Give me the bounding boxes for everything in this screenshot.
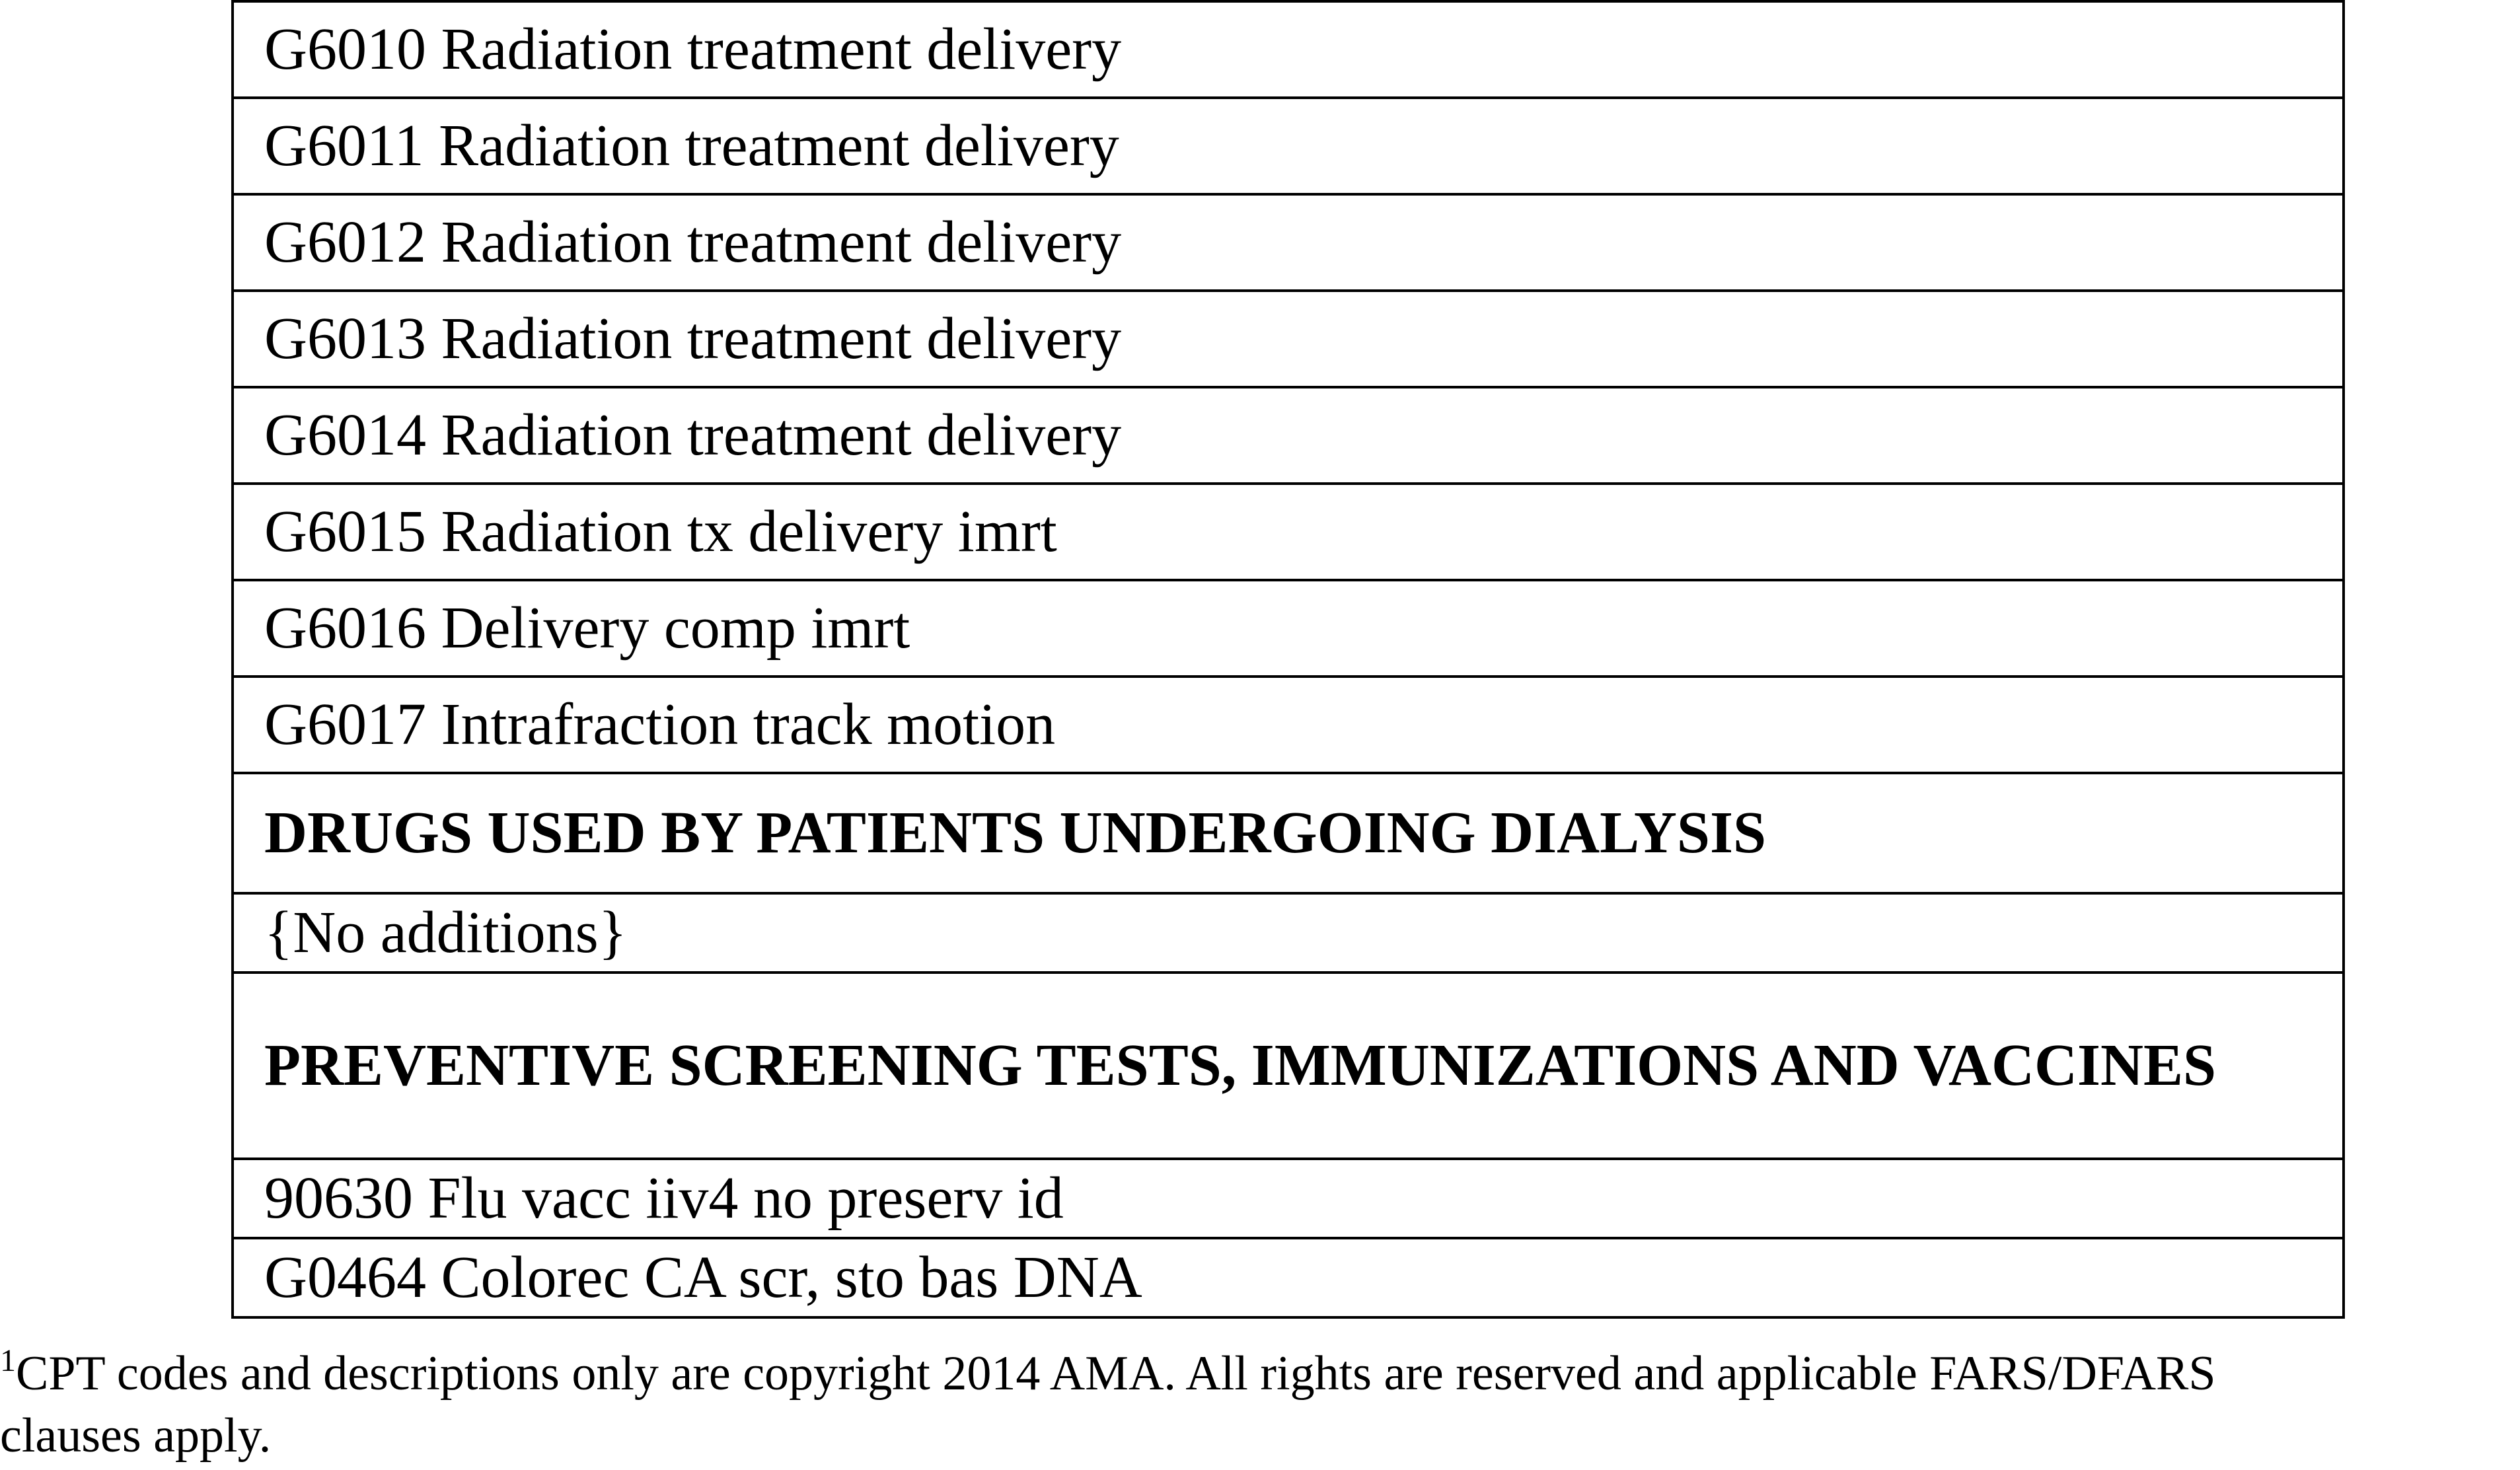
section-heading-row [233,973,2344,1159]
footnote-line-2: clauses apply. [0,1409,272,1463]
code-cell: G0464 Colorec CA scr, sto bas DNA [233,1238,2344,1317]
code-cell: G6010 Radiation treatment delivery [233,1,2344,98]
code-cell: G6011 Radiation treatment delivery [233,98,2344,194]
hcpcs-code-table [231,0,2345,1319]
table-row [233,387,2344,484]
footnote-text-1: CPT codes and descriptions only are copyright 2014 AMA. All rights are reserved and applicable FARS/DFARS [16,1346,2216,1401]
table-row [233,893,2344,973]
code-cell: G6017 Intrafraction track motion [233,677,2344,773]
table-row [233,98,2344,194]
code-cell: G6015 Radiation tx delivery imrt [233,484,2344,580]
table-row [233,1159,2344,1238]
section-heading-row [233,773,2344,893]
section-heading-dialysis: DRUGS USED BY PATIENTS UNDERGOING DIALYSIS [233,773,2344,893]
table-row [233,580,2344,677]
table-row [233,194,2344,291]
table-row [233,1,2344,98]
table-row [233,677,2344,773]
code-cell: G6012 Radiation treatment delivery [233,194,2344,291]
footnote-line-1 [0,1342,2520,1405]
no-additions-note: {No additions} [233,893,2344,973]
table-row [233,291,2344,387]
table-row [233,1238,2344,1317]
code-cell: G6016 Delivery comp imrt [233,580,2344,677]
copyright-footnote [0,1342,2520,1467]
footnote-marker: 1 [0,1343,16,1378]
table-row [233,484,2344,580]
section-heading-preventive: PREVENTIVE SCREENING TESTS, IMMUNIZATIONS AND VACCINES [233,973,2344,1159]
code-cell: 90630 Flu vacc iiv4 no preserv id [233,1159,2344,1238]
code-cell: G6014 Radiation treatment delivery [233,387,2344,484]
code-cell: G6013 Radiation treatment delivery [233,291,2344,387]
